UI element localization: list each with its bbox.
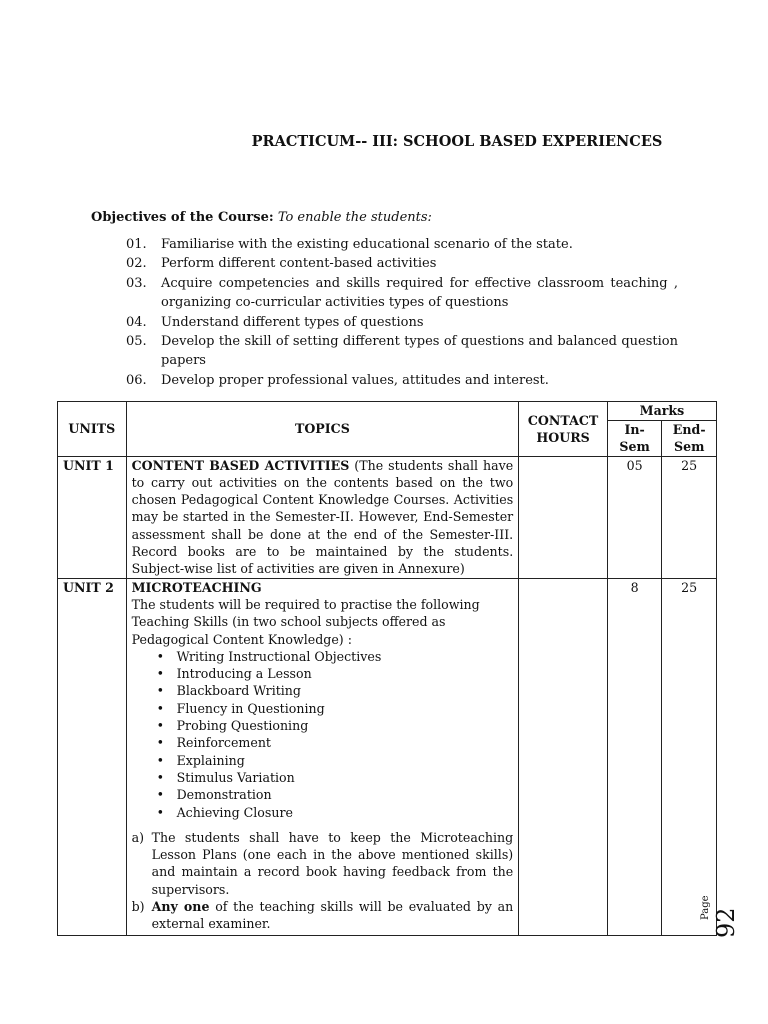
unit-topic: [126, 578, 519, 935]
item-text: Understand different types of questions: [161, 314, 424, 330]
item-number: 05.: [126, 334, 147, 350]
note-emphasis: Any one: [151, 899, 210, 915]
note-marker: a): [131, 829, 144, 845]
note-rest: of the teaching skills will be evaluated by an external examiner.: [151, 899, 514, 932]
page-label: Page: [700, 895, 711, 920]
list-item: • Reinforcement: [177, 734, 514, 751]
unit-topic: [126, 456, 519, 578]
item-text: Develop the skill of setting different types of questions and balanced question papers: [161, 334, 678, 369]
note-marker: b): [131, 899, 145, 915]
header-units: UNITS: [58, 402, 127, 457]
contact-hours: [519, 456, 608, 578]
list-item: [126, 274, 678, 313]
objectives-heading: [91, 210, 432, 225]
table-row: [58, 456, 717, 578]
objectives-list: [126, 235, 678, 390]
list-item: • Writing Instructional Objectives: [177, 648, 514, 665]
units-table: [57, 401, 717, 936]
item-text: Acquire competencies and skills required for effective classroom teaching , organizing co-curricular activities types of questions: [161, 275, 678, 311]
list-item: • Blackboard Writing: [177, 682, 514, 699]
header-topics: TOPICS: [126, 402, 519, 457]
list-item: [126, 332, 678, 371]
list-item: • Introducing a Lesson: [177, 665, 514, 682]
page-number: [700, 880, 760, 940]
list-item: • Fluency in Questioning: [177, 700, 514, 717]
note-text: [152, 898, 514, 933]
item-number: 04.: [126, 314, 147, 330]
list-item: • Probing Questioning: [177, 717, 514, 734]
item-number: 06.: [126, 372, 147, 388]
item-number: 01.: [126, 237, 147, 252]
notes-list: [132, 829, 514, 933]
in-sem-marks: 05: [607, 456, 661, 578]
list-item: [132, 829, 514, 898]
list-item: • Explaining: [177, 752, 514, 769]
item-number: 03.: [126, 275, 147, 291]
list-item: [126, 371, 678, 390]
list-item: [126, 254, 678, 273]
topic-intro: The students will be required to practise the following Teaching Skills (in two school subjects offered as Pedagogical Content Knowledge) :: [131, 596, 480, 647]
page-digits: 92: [712, 907, 740, 938]
list-item: [126, 313, 678, 332]
topic-heading: MICROTEACHING: [131, 579, 262, 595]
table-row: [58, 578, 717, 935]
end-sem-marks: 25: [662, 578, 717, 935]
end-sem-marks: 25: [662, 456, 717, 578]
note-text: The students shall have to keep the Microteaching Lesson Plans (one each in the above mentioned skills) and maintain a record book having feedback from the supervisors.: [151, 829, 514, 897]
list-item: • Achieving Closure: [177, 804, 514, 821]
unit-label: UNIT 1: [58, 456, 127, 578]
header-contact-hours: CONTACT HOURS: [519, 402, 608, 457]
skills-list: [132, 648, 514, 821]
page-title: PRACTICUM-- III: SCHOOL BASED EXPERIENCES: [251, 133, 663, 150]
list-item: [126, 235, 678, 254]
header-end-sem: End-Sem: [662, 421, 717, 457]
item-text: Develop proper professional values, attitudes and interest.: [161, 372, 549, 388]
header-in-sem: In-Sem: [607, 421, 661, 457]
item-text: Familiarise with the existing educational scenario of the state.: [161, 237, 573, 252]
unit-label: UNIT 2: [58, 578, 127, 935]
header-marks: Marks: [607, 402, 716, 421]
in-sem-marks: 8: [607, 578, 661, 935]
list-item: • Demonstration: [177, 786, 514, 803]
objectives-label: Objectives of the Course:: [91, 210, 274, 225]
item-number: 02.: [126, 256, 147, 272]
topic-description: (The students shall have to carry out activities on the contents based on the two chosen Pedagogical Content Knowledge Courses. Activities may be started in the Semester-II. However, End-Semester assessment shall be done at the end of the Semester-III. Record books are to be maintained by the students. Subject-wise list of activities are given in Annexure): [131, 457, 514, 577]
item-text: Perform different content-based activities: [161, 256, 437, 272]
list-item: [132, 898, 514, 933]
contact-hours: [519, 578, 608, 935]
topic-heading: CONTENT BASED ACTIVITIES: [131, 457, 350, 473]
table-header-row: [58, 402, 717, 421]
objectives-subtitle: To enable the students:: [277, 210, 432, 225]
list-item: • Stimulus Variation: [177, 769, 514, 786]
